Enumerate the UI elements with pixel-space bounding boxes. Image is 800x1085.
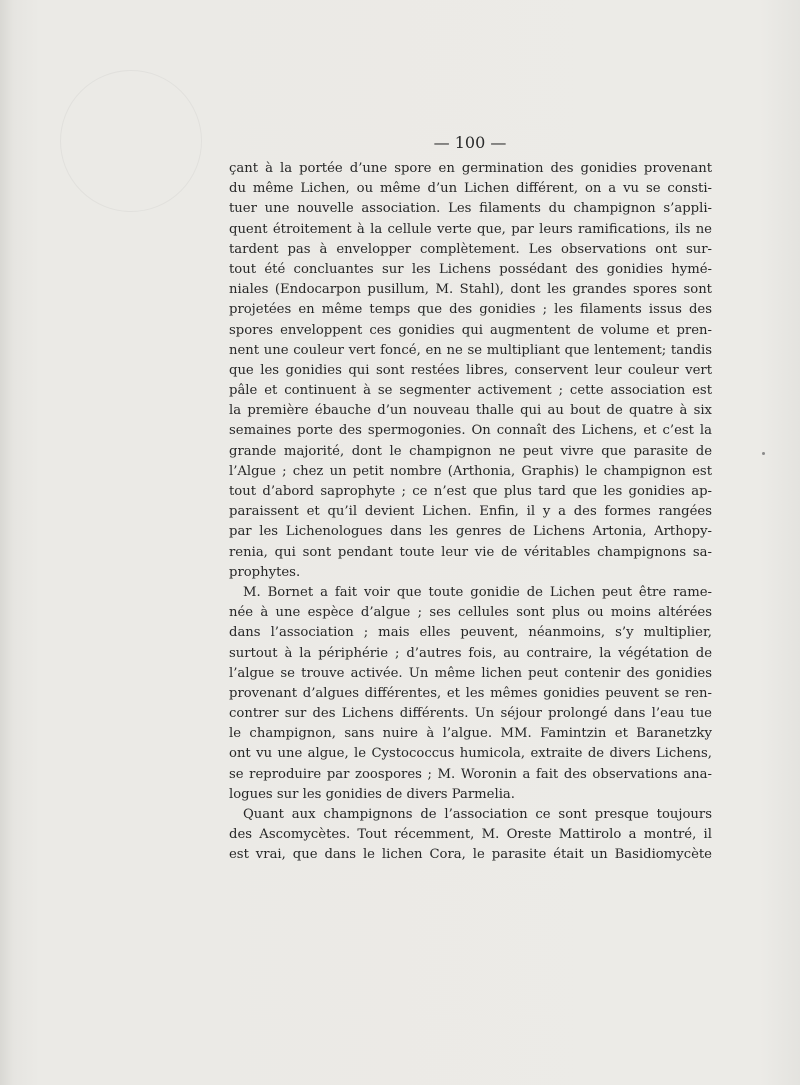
text-line: l’Algue ; chez un petit nombre (Arthonia, Graphis) le champignon est xyxy=(229,463,712,479)
text-line: ont vu une algue, le Cystococcus humicola, extraite de divers Lichens, xyxy=(229,746,712,762)
page-number: — 100 — xyxy=(433,133,507,152)
text-line: niales (Endocarpon pusillum, M. Stahl), dont les grandes spores sont xyxy=(229,282,712,298)
text-line: M. Bornet a fait voir que toute gonidie de Lichen peut être rame- xyxy=(243,584,712,600)
text-line: Quant aux champignons de l’association ce sont presque toujours xyxy=(243,807,712,822)
text-line: est vrai, que dans le lichen Cora, le parasite était un Basidiomycète xyxy=(229,847,712,863)
text-line: spores enveloppent ces gonidies qui augmentent de volume et pren- xyxy=(229,322,712,338)
text-line: dans l’association ; mais elles peuvent, néanmoins, s’y multiplier, xyxy=(229,625,712,641)
text-line: par les Lichenologues dans les genres de Lichens Artonia, Arthopy- xyxy=(229,524,712,540)
text-line: tuer une nouvelle association. Les filaments du champignon s’appli- xyxy=(229,201,712,217)
text-line: grande majorité, dont le champignon ne peut vivre que parasite de xyxy=(229,443,712,459)
text-line: surtout à la périphérie ; d’autres fois, au contraire, la végétation de xyxy=(229,645,712,661)
text-line: quent étroitement à la cellule verte que, par leurs ramifications, ils ne xyxy=(229,221,712,237)
text-line: née à une espèce d’algue ; ses cellules sont plus ou moins altérées xyxy=(229,605,712,621)
text-line: la première ébauche d’un nouveau thalle qui au bout de quatre à six xyxy=(229,403,712,419)
text-line: le champignon, sans nuire à l’algue. MM. Famintzin et Baranetzky xyxy=(229,726,712,742)
text-line: renia, qui sont pendant toute leur vie de véritables champignons sa- xyxy=(229,544,712,560)
text-line: tout été concluantes sur les Lichens possédant des gonidies hymé- xyxy=(229,261,712,277)
text-line: paraissent et qu’il devient Lichen. Enfin, il y a des formes rangées xyxy=(229,504,712,520)
text-line: tout d’abord saprophyte ; ce n’est que plus tard que les gonidies ap- xyxy=(229,484,712,499)
text-line: semaines porte des spermogonies. On connaît des Lichens, et c’est la xyxy=(229,423,712,439)
text-line: provenant d’algues différentes, et les mêmes gonidies peuvent se ren- xyxy=(229,685,712,701)
text-line: logues sur les gonidies de divers Parmelia. xyxy=(229,786,515,802)
text-line: du même Lichen, ou même d’un Lichen différent, on a vu se consti- xyxy=(229,181,712,197)
margin-speck xyxy=(762,452,765,455)
text-line: projetées en même temps que des gonidies ; les filaments issus des xyxy=(229,302,712,318)
text-line: contrer sur des Lichens différents. Un séjour prolongé dans l’eau tue xyxy=(229,706,712,722)
text-line: pâle et continuent à se segmenter activement ; cette association est xyxy=(229,383,712,399)
text-line: des Ascomycètes. Tout récemment, M. Oreste Mattirolo a montré, il xyxy=(229,827,712,843)
text-line: prophytes. xyxy=(229,564,301,580)
text-line: tardent pas à envelopper complètement. Les observations ont sur- xyxy=(229,241,712,257)
text-line: nent une couleur vert foncé, en ne se multipliant que lentement; tandis xyxy=(229,342,712,358)
text-line: se reproduire par zoospores ; M. Woronin a fait des observations ana- xyxy=(229,766,712,782)
text-line: çant à la portée d’une spore en germination des gonidies provenant xyxy=(229,161,712,176)
text-line: l’algue se trouve activée. Un même lichen peut contenir des gonidies xyxy=(229,665,712,681)
text-line: que les gonidies qui sont restées libres, conservent leur couleur vert xyxy=(229,362,712,378)
body-text xyxy=(229,159,712,866)
